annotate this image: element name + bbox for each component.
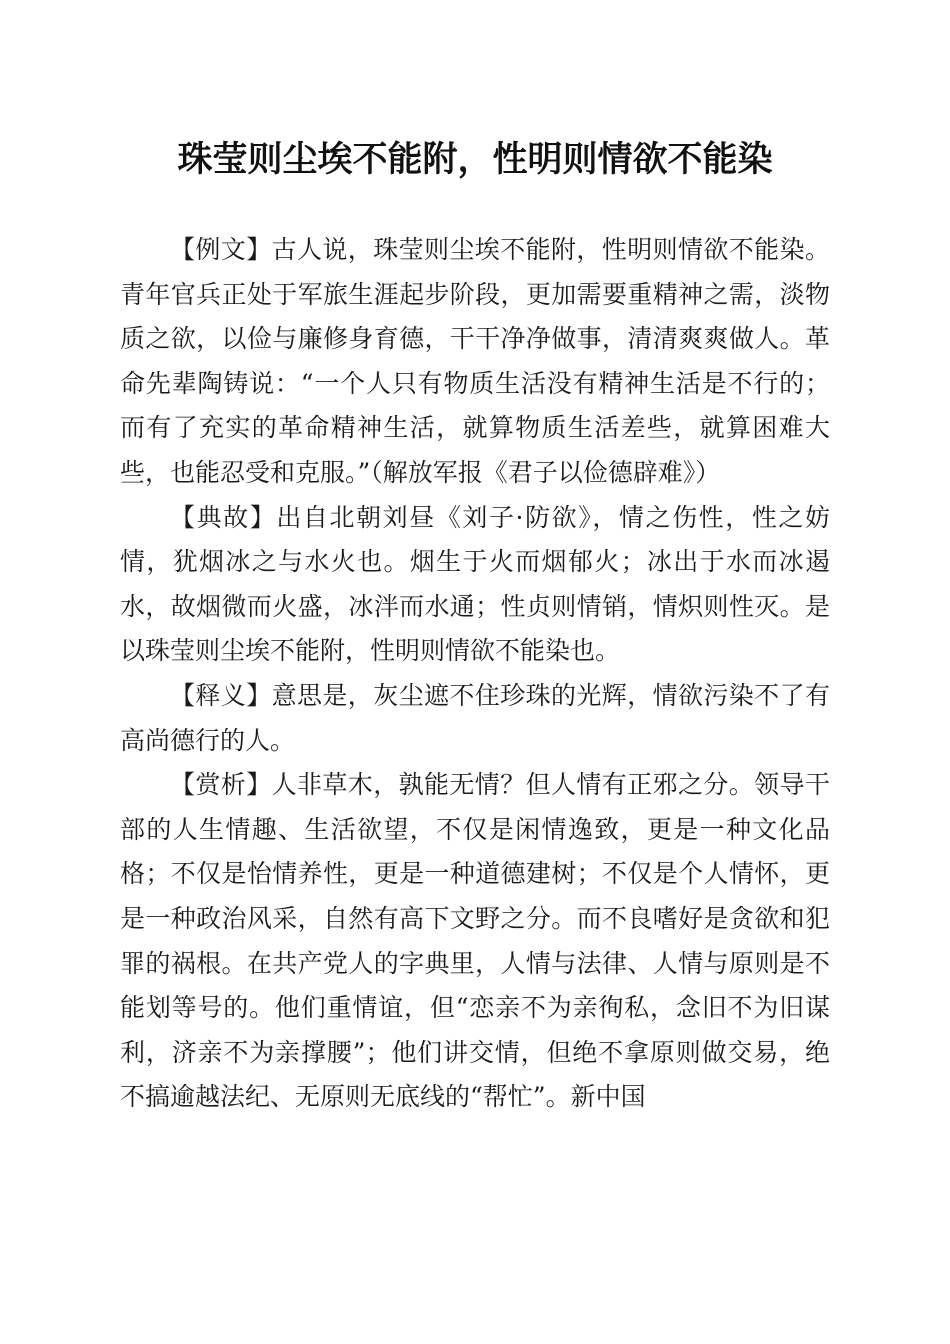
section-appreciation bbox=[120, 763, 830, 1120]
section-text: 古人说，珠莹则尘埃不能附，性明则情欲不能染。青年官兵正处于军旅生涯起步阶段，更加需要重精神之需，淡物质之欲，以俭与廉修身育德，干干净净做事，清清爽爽做人。革命先辈陶铸说：“一个人只有物质生活没有精神生活是不行的；而有了充实的革命精神生活，就算物质生活差些，就算困难大些，也能忍受和克服。”（解放军报《君子以俭德辟难》） bbox=[120, 235, 830, 487]
section-text: 意思是，灰尘遮不住珍珠的光辉，情欲污染不了有高尚德行的人。 bbox=[120, 680, 830, 755]
section-tag: 【赏析】 bbox=[170, 770, 272, 800]
section-tag: 【典故】 bbox=[170, 502, 277, 532]
section-tag: 【释义】 bbox=[170, 680, 272, 710]
document-title: 珠莹则尘埃不能附，性明则情欲不能染 bbox=[177, 140, 773, 180]
document-body bbox=[120, 228, 830, 1120]
section-interpretation bbox=[120, 674, 830, 763]
section-example bbox=[120, 228, 830, 496]
section-text: 出自北朝刘昼《刘子·防欲》，情之伤性，性之妨情，犹烟冰之与水火也。烟生于火而烟郁火；冰出于水而冰遏水，故烟微而火盛，冰泮而水通；性贞则情销，情炽则性灭。是以珠莹则尘埃不能附，性明则情欲不能染也。 bbox=[120, 502, 830, 666]
section-text: 人非草木，孰能无情？但人情有正邪之分。领导干部的人生情趣、生活欲望，不仅是闲情逸致，更是一种文化品格；不仅是怡情养性，更是一种道德建树；不仅是个人情怀，更是一种政治风采，自然有高下文野之分。而不良嗜好是贪欲和犯罪的祸根。在共产党人的字典里，人情与法律、人情与原则是不能划等号的。他们重情谊，但“恋亲不为亲徇私，念旧不为旧谋利，济亲不为亲撑腰”；他们讲交情，但绝不拿原则做交易，绝不搞逾越法纪、无原则无底线的“帮忙”。新中国 bbox=[120, 770, 830, 1112]
section-allusion bbox=[120, 496, 830, 674]
section-tag: 【例文】 bbox=[170, 235, 272, 264]
